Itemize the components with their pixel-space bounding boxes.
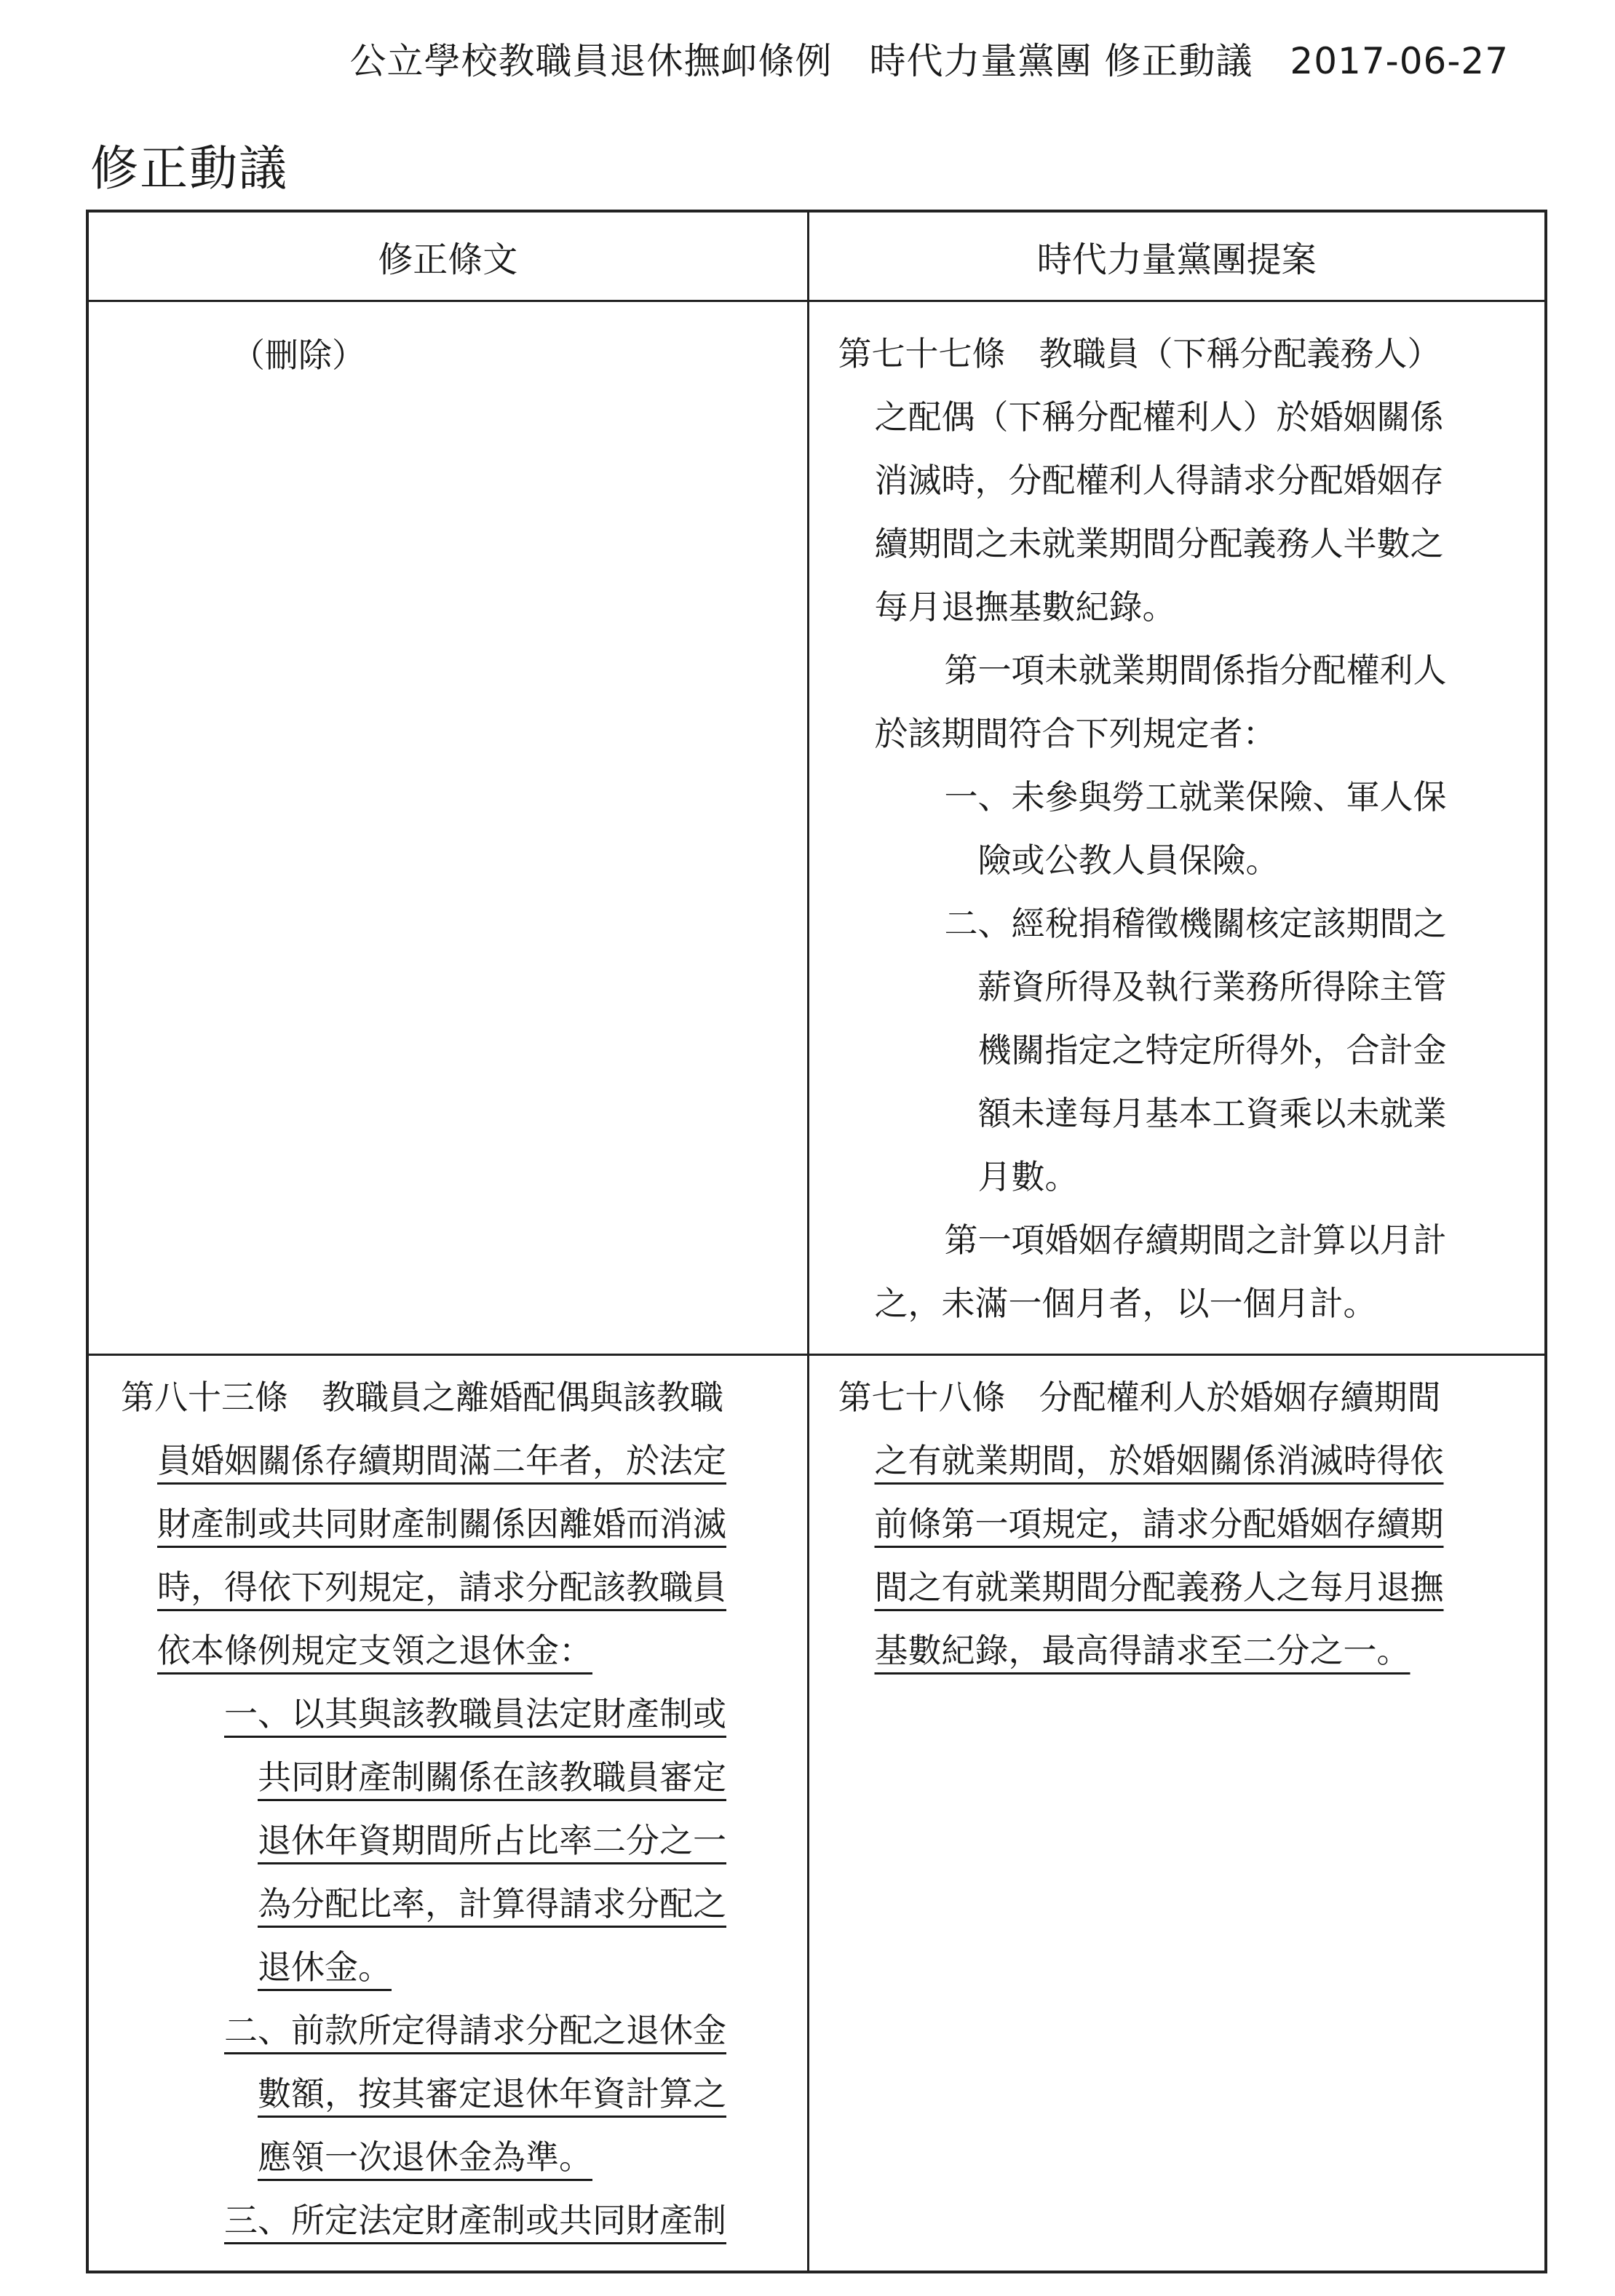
article-line: 財產制或共同財產制關係因離婚而消滅 [157,1504,726,1544]
document-header: 公立學校教職員退休撫卹條例 時代力量黨團 修正動議 2017-06-27 [349,40,1509,82]
page-title: 修正動議 [90,140,288,196]
article-line: 員婚姻關係存續期間滿二年者，於法定 [157,1441,726,1480]
proposal-text-cell [808,301,1546,1355]
article-line: 機關指定之特定所得外，合計金 [977,1030,1447,1070]
article-78-heading-line: 第七十八條 分配權利人於婚姻存續期間 [838,1378,1441,1417]
article-line: 之有就業期間，於婚姻關係消滅時得依 [874,1441,1444,1480]
article-line: 薪資所得及執行業務所得除主管 [977,967,1447,1006]
article-line: 險或公教人員保險。 [977,841,1279,880]
article-line: 時，得依下列規定，請求分配該教職員 [157,1568,726,1607]
article-line: 續期間之未就業期間分配義務人半數之 [874,524,1444,563]
article-line: 共同財產制關係在該教職員審定 [258,1757,726,1797]
article-line: 第一項婚姻存續期間之計算以月計 [944,1220,1447,1260]
article-line: 第一項未就業期間係指分配權利人 [944,651,1447,690]
article-line: 一、以其與該教職員法定財產制或 [224,1694,726,1733]
column-header-amended-text: 修正條文 [87,211,808,301]
proposal-text-cell [808,1355,1546,2273]
article-line: 數額，按其審定退休年資計算之 [258,2074,726,2113]
table-row [87,1355,1546,2273]
article-line: 三、所定法定財產制或共同財產制 [224,2201,726,2240]
article-line: 間之有就業期間分配義務人之每月退撫 [874,1568,1444,1607]
article-line: 之，未滿一個月者，以一個月計。 [874,1284,1377,1323]
article-line: 消滅時，分配權利人得請求分配婚姻存 [874,461,1444,500]
amendment-table [86,210,1547,2273]
table-row [87,301,1546,1355]
article-line: 退休年資期間所占比率二分之一 [258,1821,726,1860]
article-line: 於該期間符合下列規定者： [874,714,1277,753]
article-line: 一、未參與勞工就業保險、軍人保 [944,777,1447,817]
article-line: 月數。 [977,1157,1079,1196]
article-83-heading-line: 第八十三條 教職員之離婚配偶與該教職 [121,1378,723,1417]
article-line: 之配偶（下稱分配權利人）於婚姻關係 [874,397,1444,437]
deleted-note: （刪除） [231,335,365,375]
article-line: 退休金。 [258,1947,392,1987]
article-line: 為分配比率，計算得請求分配之 [258,1884,726,1923]
article-line: 基數紀錄，最高得請求至二分之一。 [874,1631,1410,1670]
article-line: 依本條例規定支領之退休金： [157,1631,592,1670]
article-line: 二、前款所定得請求分配之退休金 [224,2011,726,2050]
article-line: 應領一次退休金為準。 [258,2137,592,2177]
column-header-proposal: 時代力量黨團提案 [808,211,1546,301]
article-line: 額未達每月基本工資乘以未就業 [977,1094,1447,1133]
article-line: 前條第一項規定，請求分配婚姻存續期 [874,1504,1444,1544]
article-line: 每月退撫基數紀錄。 [874,587,1176,627]
amended-text-cell [87,1355,808,2273]
amended-text-cell [87,301,808,1355]
table-header-row [87,211,1546,301]
article-77-heading-line: 第七十七條 教職員（下稱分配義務人） [838,334,1441,373]
article-line: 二、經稅捐稽徵機關核定該期間之 [944,904,1447,943]
